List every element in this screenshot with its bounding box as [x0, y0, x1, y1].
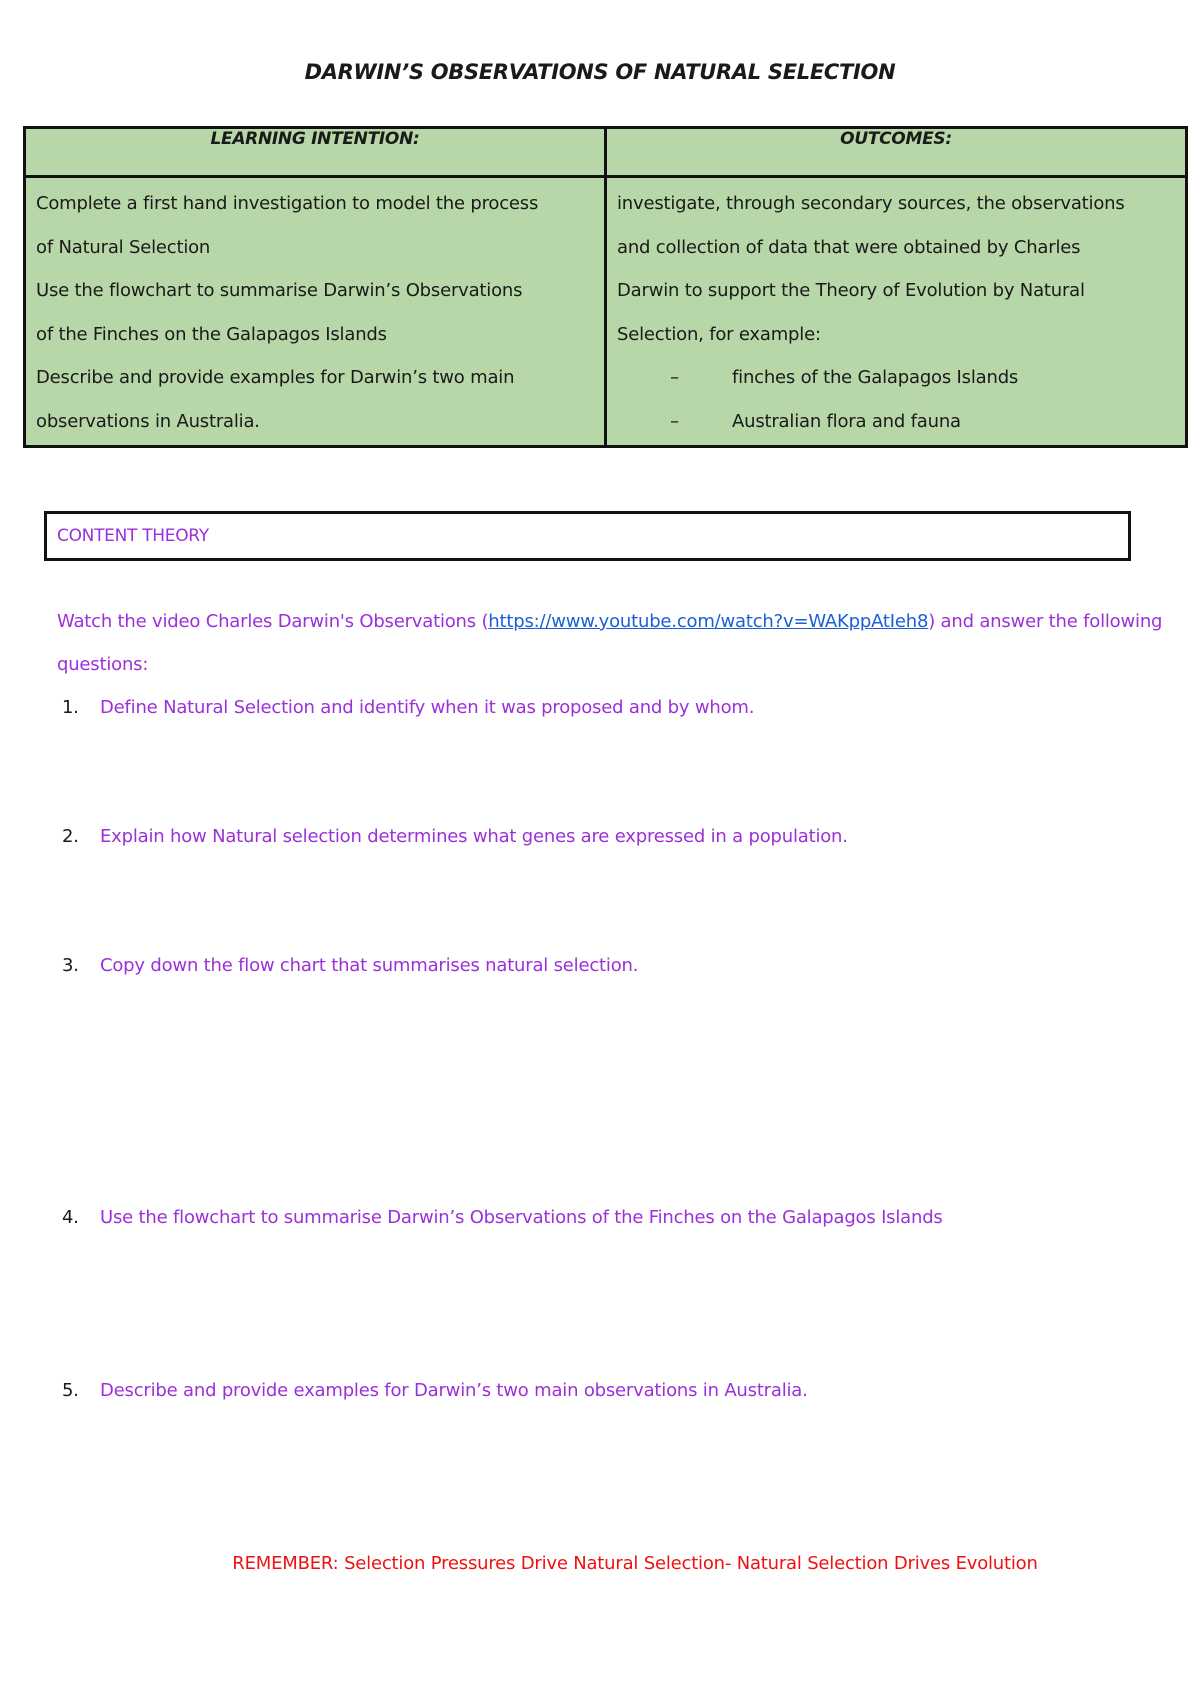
learning-intention-line: of Natural Selection — [36, 236, 211, 258]
content-theory-box — [44, 511, 1131, 561]
question-2 — [62, 826, 848, 847]
question-number: 4. — [62, 1207, 79, 1228]
question-number: 5. — [62, 1380, 79, 1401]
question-4 — [62, 1207, 943, 1228]
question-number: 1. — [62, 697, 79, 718]
question-text: Define Natural Selection and identify when it was proposed and by whom. — [100, 697, 755, 718]
outcome-line: investigate, through secondary sources, the observations — [617, 193, 1125, 214]
page-title: DARWIN’S OBSERVATIONS OF NATURAL SELECTION — [304, 60, 896, 84]
learning-intention-line: Use the flowchart to summarise Darwin’s Observations — [36, 280, 523, 301]
outcome-line: Selection, for example: — [617, 323, 821, 345]
remember-note: REMEMBER: Selection Pressures Drive Natural Selection- Natural Selection Drives Evolution — [232, 1553, 1038, 1574]
learning-intention-line: observations in Australia. — [36, 410, 260, 432]
learning-intention-header: LEARNING INTENTION: — [25, 128, 606, 177]
learning-intention-line: Complete a first hand investigation to model the process — [36, 193, 539, 214]
outcome-bullet-text: Australian flora and fauna — [732, 410, 961, 432]
outcome-bullet-text: finches of the Galapagos Islands — [732, 367, 1019, 388]
question-1 — [62, 697, 754, 718]
question-3 — [62, 955, 638, 976]
learning-intention-line: of the Finches on the Galapagos Islands — [36, 323, 387, 345]
video-link[interactable]: https://www.youtube.com/watch?v=WAKppAtIeh8 — [488, 611, 929, 632]
question-5 — [62, 1380, 808, 1401]
intro-text: Watch the video Charles Darwin's Observations ( — [57, 611, 489, 632]
learning-intention-cell — [25, 177, 606, 447]
dash-marker: – — [670, 410, 679, 432]
question-number: 3. — [62, 955, 79, 976]
question-text: Explain how Natural selection determines what genes are expressed in a population. — [100, 826, 848, 847]
learning-intention-line: Describe and provide examples for Darwin’s two main — [36, 367, 515, 388]
video-instructions — [57, 600, 1177, 686]
outcomes-header: OUTCOMES: — [606, 128, 1187, 177]
outcomes-cell — [606, 177, 1187, 447]
outcome-bullet — [617, 400, 1175, 444]
question-number: 2. — [62, 826, 79, 847]
outcome-line: Darwin to support the Theory of Evolution by Natural — [617, 280, 1085, 301]
dash-marker: – — [670, 367, 679, 388]
question-text: Describe and provide examples for Darwin’s two main observations in Australia. — [100, 1380, 808, 1401]
outcome-line: and collection of data that were obtained by Charles — [617, 236, 1081, 258]
outcome-bullet — [617, 356, 1175, 400]
content-theory-label: CONTENT THEORY — [57, 526, 209, 546]
intro-text-continued: ) and answer the following questions: — [57, 611, 1163, 675]
question-text: Use the flowchart to summarise Darwin’s Observations of the Finches on the Galapagos Islands — [100, 1207, 943, 1228]
learning-outcomes-table — [23, 126, 1188, 448]
question-text: Copy down the flow chart that summarises natural selection. — [100, 955, 639, 976]
